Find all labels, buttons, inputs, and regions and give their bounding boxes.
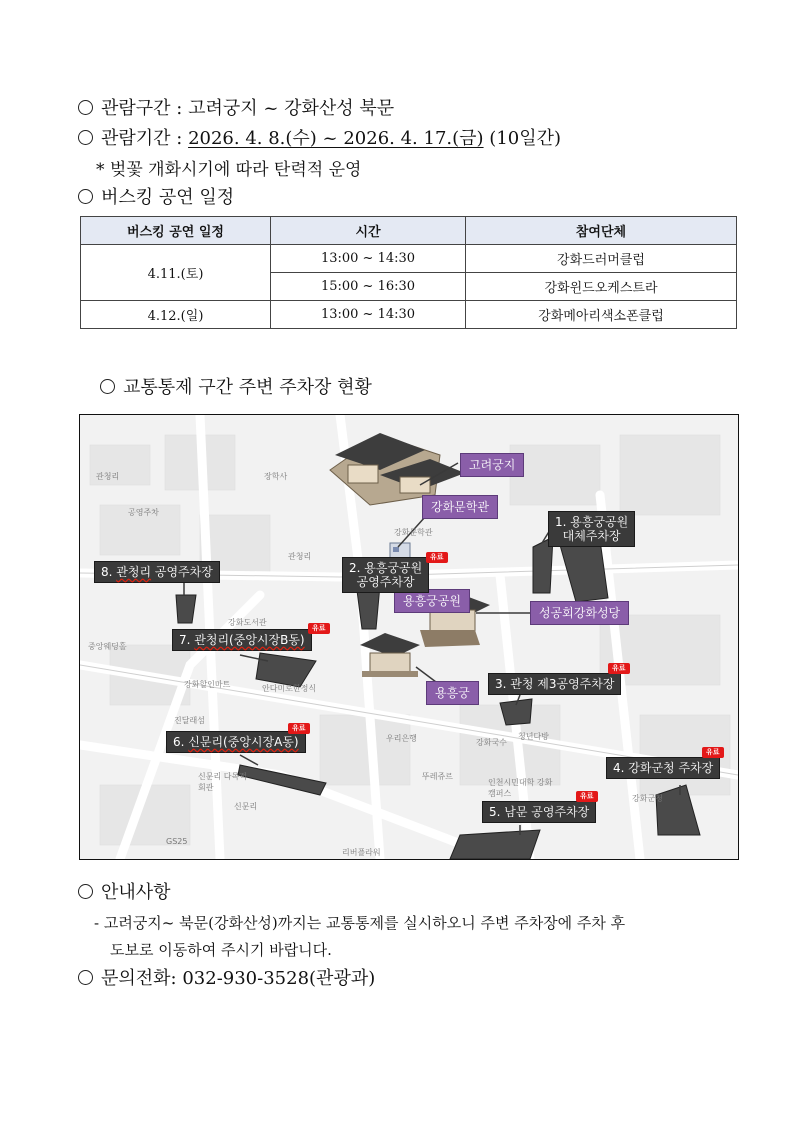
place-label: 공영주차 [128,508,159,517]
busking-schedule-table [80,216,737,329]
guide-heading-line [78,878,171,904]
lot-2-title: 2. 용흥궁공원 [349,561,423,575]
period-line [78,124,561,150]
place-label: 강화국수 [476,738,507,747]
landmark-literature: 강화문학관 [422,495,498,519]
lot-label-3: 3. 관청 제3공영주차장 [488,673,621,695]
place-label: 우리은행 [386,734,417,743]
row-date: 4.11.(토) [81,245,271,301]
row-time: 13:00 ~ 14:30 [271,301,466,329]
contact-line [78,964,375,990]
lot-2-subtitle: 공영주차장 [356,575,415,589]
contact-label: 문의전화: [101,968,183,989]
lot-label-8 [94,561,220,583]
table-row [81,301,737,329]
place-label: 인천시민대학 강화캠퍼스 [488,778,553,798]
lot-8-prefix: 8. [101,565,117,579]
guide-heading: 안내사항 [101,882,171,903]
fee-badge-2: 유료 [426,552,448,563]
parking-heading: 교통통제 구간 주변 주차장 현황 [123,377,372,398]
busking-line [78,183,234,209]
place-label: GS25 [166,837,188,846]
parking-heading-line [100,373,372,399]
period-note: * 벚꽃 개화시기에 따라 탄력적 운영 [96,160,362,180]
place-label: 강화도서관 [228,618,267,627]
contact-phone: 032-930-3528(관광과) [182,968,376,989]
place-label: 신문리 다목적회관 [198,772,247,792]
fee-badge-5: 유료 [576,791,598,802]
lot-label-7 [172,629,312,651]
row-time: 15:00 ~ 16:30 [271,273,466,301]
bullet-circle-icon [78,100,93,115]
header-time: 시간 [271,217,466,245]
row-group: 강화메아리색소폰클럽 [466,301,737,329]
place-label: 신문리 [234,802,258,811]
place-label: 강화할인마트 [184,680,231,689]
lot-label-5: 5. 남문 공영주차장 [482,801,596,823]
bullet-circle-icon [78,884,93,899]
section-value: 고려궁지 ~ 강화산성 북문 [188,98,395,119]
lot-label-6 [166,731,306,753]
fee-badge-3: 유료 [608,663,630,674]
period-label: 관람기간 : [101,128,189,149]
table-row [81,245,737,273]
landmark-cathedral: 성공회강화성당 [530,601,629,625]
lot-label-1 [548,511,635,547]
place-label: 청년다방 [518,732,549,741]
bullet-circle-icon [78,130,93,145]
lot-6-prefix: 6. [173,735,189,749]
busking-heading: 버스킹 공연 일정 [101,187,235,208]
place-label: 관청리 [96,472,120,481]
fee-badge-4: 유료 [702,747,724,758]
period-value: 2026. 4. 8.(수) ~ 2026. 4. 17.(금) [188,128,484,149]
bullet-circle-icon [78,189,93,204]
place-label: 진달래섬 [174,716,205,725]
lot-1-subtitle: 대체주차장 [562,529,621,543]
bullet-circle-icon [100,379,115,394]
lot-8-suffix: 공영주차장 [151,565,213,579]
place-label: 뚜레쥬르 [422,772,453,781]
place-label: 안다미로한정식 [262,684,317,693]
lot-1-title: 1. 용흥궁공원 [555,515,629,529]
header-group: 참여단체 [466,217,737,245]
landmark-yongheung: 용흥궁 [426,681,479,705]
row-time: 13:00 ~ 14:30 [271,245,466,273]
row-date: 4.12.(일) [81,301,271,329]
place-label: 리버플라워 [342,848,381,857]
lot-8-name: 관청리 [116,565,152,579]
fee-badge-7: 유료 [308,623,330,634]
section-line [78,94,394,120]
header-date: 버스킹 공연 일정 [81,217,271,245]
section-label: 관람구간 : [101,98,189,119]
lot-label-2 [342,557,429,593]
place-label: 장학사 [264,472,288,481]
place-label: 중앙웨딩홀 [88,642,127,651]
row-group: 강화드러머클럽 [466,245,737,273]
place-label: 관청리 [288,552,312,561]
guide-text-line-2: 도보로 이동하여 주시기 바랍니다. [110,941,332,959]
period-suffix: (10일간) [489,128,562,149]
lot-6-name: 신문리(중앙시장A동) [188,735,299,749]
place-label: 강화군청 [632,794,663,803]
table-header-row [81,217,737,245]
lot-7-name: 관청리(중앙시장B동) [194,633,305,647]
fee-badge-6: 유료 [288,723,310,734]
row-group: 강화윈드오케스트라 [466,273,737,301]
landmark-yongheung-park: 용흥궁공원 [394,589,470,613]
place-label: 강화문학관 [394,528,433,537]
parking-map [79,414,739,860]
guide-text-line-1: - 고려궁지~ 북문(강화산성)까지는 교통통제를 실시하오니 주변 주차장에 주차 후 [94,914,626,932]
landmark-goryeo: 고려궁지 [460,453,524,477]
bullet-circle-icon [78,970,93,985]
lot-7-prefix: 7. [179,633,195,647]
lot-label-4: 4. 강화군청 주차장 [606,757,720,779]
